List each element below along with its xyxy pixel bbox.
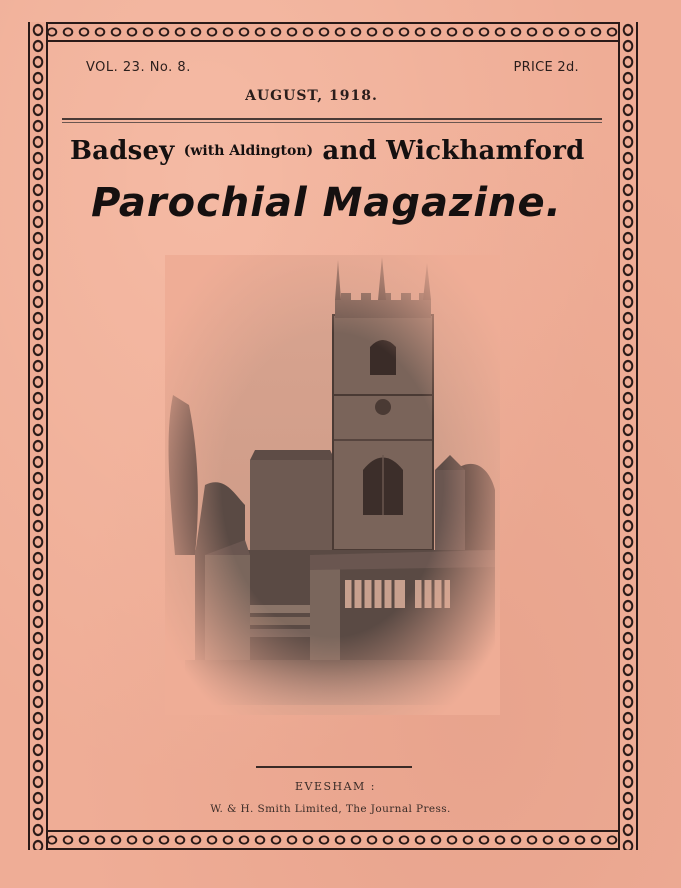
parish-name-aldington: (with Aldington)	[183, 143, 314, 159]
volume-number: VOL. 23. No. 8.	[86, 60, 191, 75]
church-photograph	[165, 255, 500, 715]
parish-title	[70, 136, 600, 166]
header-rule-thin	[62, 122, 602, 123]
ornamental-border-bottom	[28, 830, 638, 850]
parish-name-wickhamford: and Wickhamford	[313, 136, 585, 166]
footer-rule	[256, 766, 412, 768]
price: PRICE 2d.	[513, 60, 579, 75]
masthead-text: Parochial Magazine.	[91, 180, 562, 226]
imprint-printer	[0, 803, 681, 815]
issue-date-text: AUGUST, 1918.	[245, 88, 378, 104]
imprint-printer-text: W. & H. Smith Limited, The Journal Press.	[210, 803, 451, 815]
parish-name-badsey: Badsey	[70, 136, 184, 166]
imprint-city	[0, 780, 681, 793]
ornamental-border-left	[28, 22, 48, 850]
imprint-city-text: EVESHAM :	[294, 780, 377, 793]
ornamental-border-right	[618, 22, 638, 850]
issue-date	[0, 88, 681, 104]
masthead	[0, 180, 681, 226]
ornamental-border-top	[28, 22, 638, 42]
header-rule	[62, 118, 602, 120]
